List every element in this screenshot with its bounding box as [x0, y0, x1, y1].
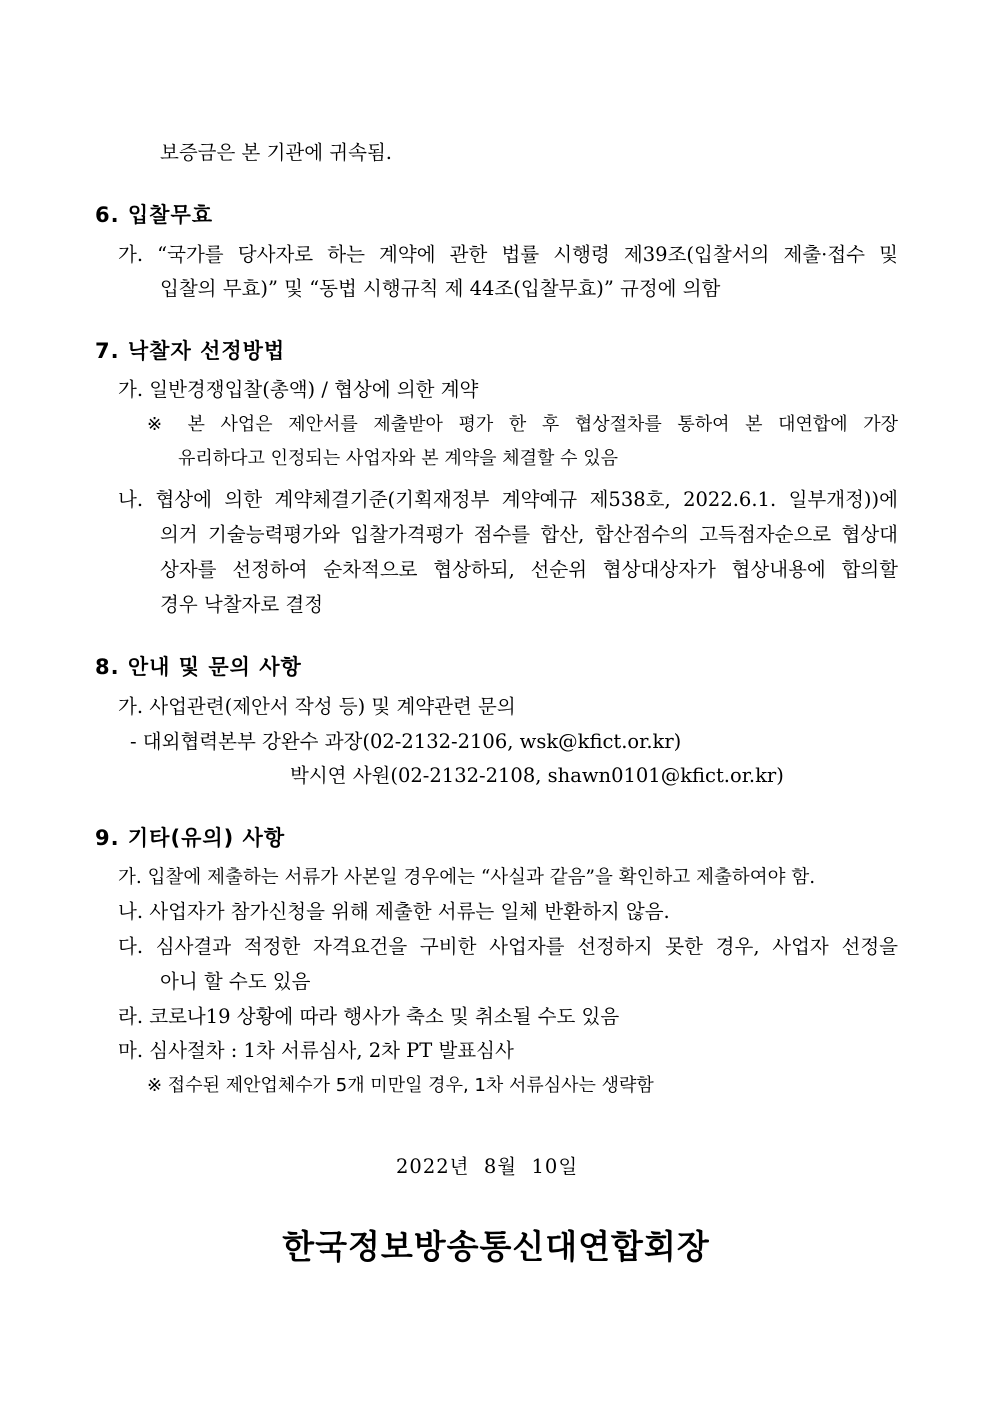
continuation-text: 보증금은 본 기관에 귀속됨.	[160, 141, 393, 164]
section-9-heading: 9. 기타(유의) 사항	[95, 826, 286, 850]
section-8-heading: 8. 안내 및 문의 사항	[95, 655, 302, 679]
section-7-note-line2: 유리하다고 인정되는 사업자와 본 계약을 체결할 수 있음	[178, 448, 618, 469]
section-8-contact-1: - 대외협력본부 강완수 과장(02-2132-2106, wsk@kfict.or.kr)	[130, 730, 682, 753]
section-7-heading: 7. 낙찰자 선정방법	[95, 339, 286, 363]
section-9-item-ra: 라. 코로나19 상황에 따라 행사가 축소 및 취소될 수도 있음	[118, 1005, 620, 1028]
section-7-item-ga: 가. 일반경쟁입찰(총액) / 협상에 의한 계약	[118, 378, 479, 401]
section-7-item-na-line2: 의거 기술능력평가와 입찰가격평가 점수를 합산, 합산점수의 고득점자순으로 협상대	[160, 523, 898, 546]
section-6-item-ga-line2: 입찰의 무효)” 및 “동법 시행규칙 제 44조(입찰무효)” 규정에 의함	[160, 277, 721, 300]
section-8-contact-2: 박시연 사원(02-2132-2108, shawn0101@kfict.or.kr)	[290, 764, 784, 787]
section-7-note-line1: ※ 본 사업은 제안서를 제출받아 평가 한 후 협상절차를 통하여 본 대연합에 가장	[147, 414, 898, 435]
section-6-item-ga-line1: 가. “국가를 당사자로 하는 계약에 관한 법률 시행령 제39조(입찰서의 제출·접수 및	[118, 243, 898, 266]
section-8-item-ga: 가. 사업관련(제안서 작성 등) 및 계약관련 문의	[118, 695, 516, 718]
section-7-item-na-line4: 경우 낙찰자로 결정	[160, 593, 324, 616]
section-9-item-ga: 가. 입찰에 제출하는 서류가 사본일 경우에는 “사실과 같음”을 확인하고 제출하여야 함.	[118, 867, 816, 888]
section-9-item-da-line1: 다. 심사결과 적정한 자격요건을 구비한 사업자를 선정하지 못한 경우, 사업자 선정을	[118, 935, 898, 958]
section-7-item-na-line1: 나. 협상에 의한 계약체결기준(기획재정부 계약예규 제538호, 2022.6.1. 일부개정))에	[118, 488, 898, 511]
signature-organization: 한국정보방송통신대연합회장	[282, 1227, 710, 1266]
section-9-item-da-line2: 아니 할 수도 있음	[160, 970, 311, 993]
section-7-item-na-line3: 상자를 선정하여 순차적으로 협상하되, 선순위 협상대상자가 협상내용에 합의할	[160, 558, 898, 581]
document-date: 2022년 8월 10일	[396, 1155, 579, 1178]
section-9-note: ※ 접수된 제안업체수가 5개 미만일 경우, 1차 서류심사는 생략함	[147, 1075, 654, 1096]
section-9-item-ma: 마. 심사절차 : 1차 서류심사, 2차 PT 발표심사	[118, 1039, 514, 1062]
section-9-item-na: 나. 사업자가 참가신청을 위해 제출한 서류는 일체 반환하지 않음.	[118, 900, 670, 923]
section-6-heading: 6. 입찰무효	[95, 203, 214, 227]
